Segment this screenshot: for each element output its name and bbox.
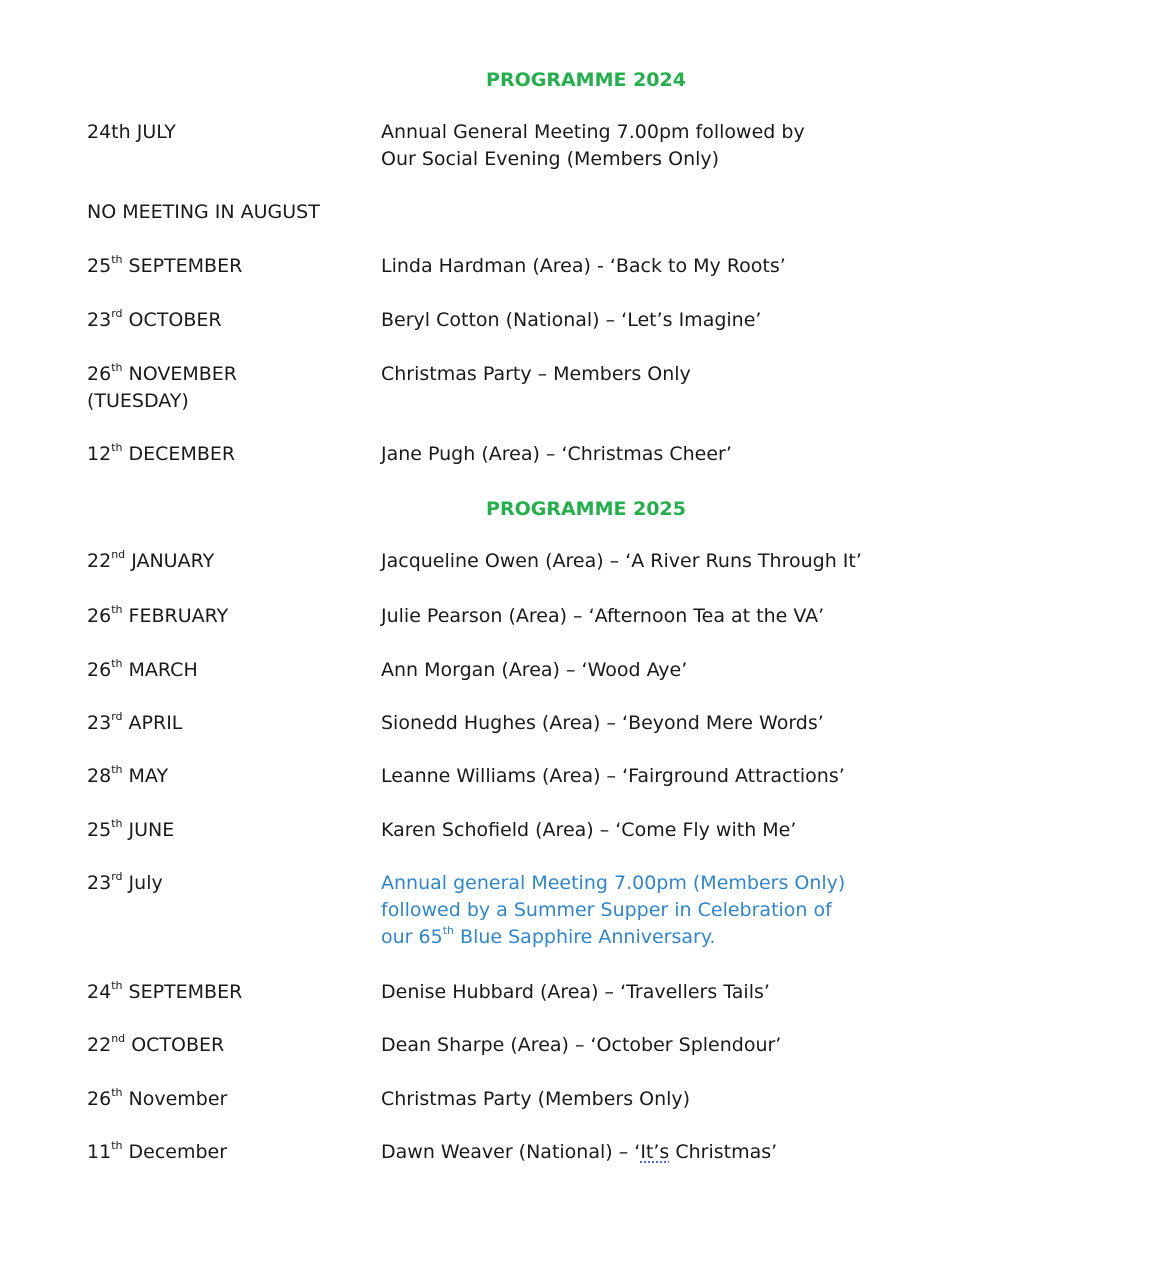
entry-description: Karen Schofield (Area) – ‘Come Fly with Me’	[381, 819, 797, 841]
entry-date: 24th JULY	[87, 121, 176, 143]
entry-description: Dawn Weaver (National) – ‘It’s Christmas’	[381, 1141, 778, 1163]
entry-date: 22nd JANUARY	[87, 547, 215, 572]
entry-description: Jane Pugh (Area) – ‘Christmas Cheer’	[381, 443, 732, 465]
entry-description: Ann Morgan (Area) – ‘Wood Aye’	[381, 659, 688, 681]
entry-date: 24th SEPTEMBER	[87, 978, 243, 1003]
entry-date: 25th SEPTEMBER	[87, 252, 243, 277]
entry-date: 26th NOVEMBER (TUESDAY)	[87, 360, 238, 412]
entry-date: 26th MARCH	[87, 656, 198, 681]
entry-description: Christmas Party (Members Only)	[381, 1088, 691, 1110]
entry-date: 23rd July	[87, 869, 163, 894]
entry-description: Dean Sharpe (Area) – ‘October Splendour’	[381, 1034, 782, 1056]
entry-description-highlight: Annual general Meeting 7.00pm (Members Only) followed by a Summer Supper in Celebration of our 65th Blue Sapphire Anniversary.	[381, 872, 846, 948]
entry-description: Linda Hardman (Area) - ‘Back to My Roots’	[381, 255, 786, 277]
entry-description: Annual General Meeting 7.00pm followed by Our Social Evening (Members Only)	[381, 121, 805, 170]
spellcheck-marked-word: It’s	[640, 1141, 670, 1163]
entry-date: 12th DECEMBER	[87, 440, 236, 465]
programme-2025-heading: PROGRAMME 2025	[486, 498, 686, 520]
entry-description: Christmas Party – Members Only	[381, 363, 691, 385]
entry-note: NO MEETING IN AUGUST	[87, 201, 320, 223]
entry-date: 25th JUNE	[87, 816, 175, 841]
entry-date: 23rd APRIL	[87, 709, 183, 734]
programme-2024-heading: PROGRAMME 2024	[486, 69, 686, 91]
entry-description: Jacqueline Owen (Area) – ‘A River Runs Through It’	[381, 550, 862, 572]
entry-description: Denise Hubbard (Area) – ‘Travellers Tails’	[381, 981, 770, 1003]
entry-date: 23rd OCTOBER	[87, 306, 222, 331]
entry-description: Sionedd Hughes (Area) – ‘Beyond Mere Words’	[381, 712, 824, 734]
entry-date: 26th FEBRUARY	[87, 602, 229, 627]
entry-date: 22nd OCTOBER	[87, 1031, 225, 1056]
entry-description: Julie Pearson (Area) – ‘Afternoon Tea at the VA’	[381, 605, 825, 627]
entry-date: 26th November	[87, 1085, 228, 1110]
entry-description: Leanne Williams (Area) – ‘Fairground Attractions’	[381, 765, 845, 787]
entry-date: 11th December	[87, 1138, 228, 1163]
entry-description: Beryl Cotton (National) – ‘Let’s Imagine’	[381, 309, 762, 331]
entry-date: 28th MAY	[87, 762, 169, 787]
